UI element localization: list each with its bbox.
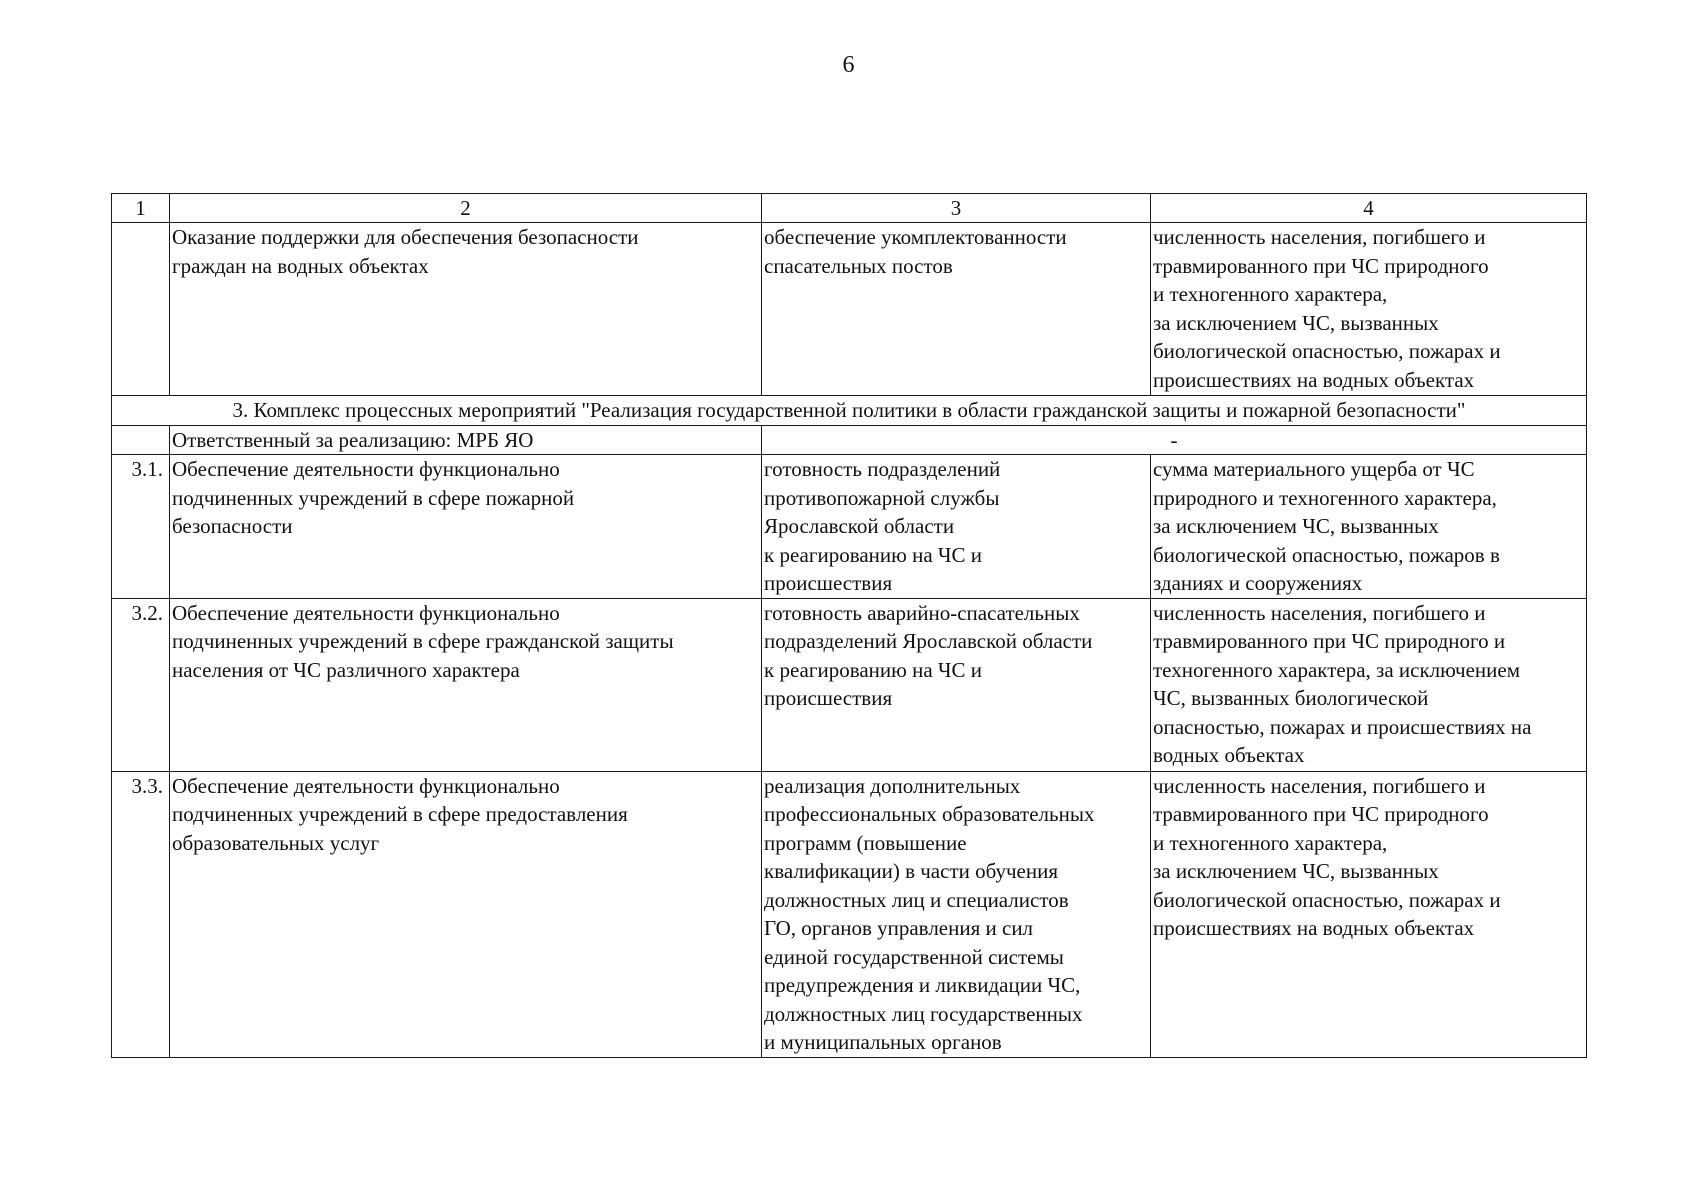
row-number: 3.1.	[112, 455, 170, 599]
responsible-value: -	[762, 425, 1587, 455]
section-title: 3. Комплекс процессных мероприятий "Реализация государственной политики в области гражданской защиты и пожарной безопасности"	[112, 396, 1587, 426]
header-cell-3: 3	[762, 194, 1151, 223]
table-row	[112, 771, 1587, 1057]
effect-cell: обеспечение укомплектованности спасательных постов	[762, 223, 1151, 396]
row-number: 3.2.	[112, 598, 170, 771]
table-header-row	[112, 194, 1587, 223]
task-cell: Обеспечение деятельности функционально подчиненных учреждений в сфере гражданской защиты населения от ЧС различного характера	[170, 598, 762, 771]
indicator-cell: численность населения, погибшего и травмированного при ЧС природного и техногенного характера, за исключением ЧС, вызванных биологической опасностью, пожарах и происшествиях на водных объектах	[1151, 223, 1587, 396]
task-cell: Обеспечение деятельности функционально подчиненных учреждений в сфере пожарной безопасности	[170, 455, 762, 599]
page-number: 6	[842, 52, 855, 78]
effect-cell: готовность подразделений противопожарной службы Ярославской области к реагированию на ЧС и происшествия	[762, 455, 1151, 599]
table-row	[112, 223, 1587, 396]
row-number: 3.3.	[112, 771, 170, 1057]
responsible-row	[112, 425, 1587, 455]
row-number	[112, 223, 170, 396]
header-cell-1: 1	[112, 194, 170, 223]
task-cell: Оказание поддержки для обеспечения безопасности граждан на водных объектах	[170, 223, 762, 396]
indicator-cell: численность населения, погибшего и травмированного при ЧС природного и техногенного характера, за исключением ЧС, вызванных биологической опасностью, пожарах и происшествиях на водных объектах	[1151, 771, 1587, 1057]
effect-cell: реализация дополнительных профессиональных образовательных программ (повышение квалификации) в части обучения должностных лиц и специалистов ГО, органов управления и сил единой государственной системы предупреждения и ликвидации ЧС, должностных лиц государственных и муниципальных органов	[762, 771, 1151, 1057]
header-cell-4: 4	[1151, 194, 1587, 223]
task-cell: Обеспечение деятельности функционально подчиненных учреждений в сфере предоставления образовательных услуг	[170, 771, 762, 1057]
effect-cell: готовность аварийно-спасательных подразделений Ярославской области к реагированию на ЧС и происшествия	[762, 598, 1151, 771]
measures-table	[111, 193, 1587, 1058]
table-row	[112, 598, 1587, 771]
responsible-label: Ответственный за реализацию: МРБ ЯО	[170, 425, 762, 455]
table-row	[112, 455, 1587, 599]
indicator-cell: сумма материального ущерба от ЧС природного и техногенного характера, за исключением ЧС, вызванных биологической опасностью, пожаров в зданиях и сооружениях	[1151, 455, 1587, 599]
header-cell-2: 2	[170, 194, 762, 223]
responsible-empty-cell	[112, 425, 170, 455]
indicator-cell: численность населения, погибшего и травмированного при ЧС природного и техногенного характера, за исключением ЧС, вызванных биологической опасностью, пожарах и происшествиях на водных объектах	[1151, 598, 1587, 771]
section-row	[112, 396, 1587, 426]
